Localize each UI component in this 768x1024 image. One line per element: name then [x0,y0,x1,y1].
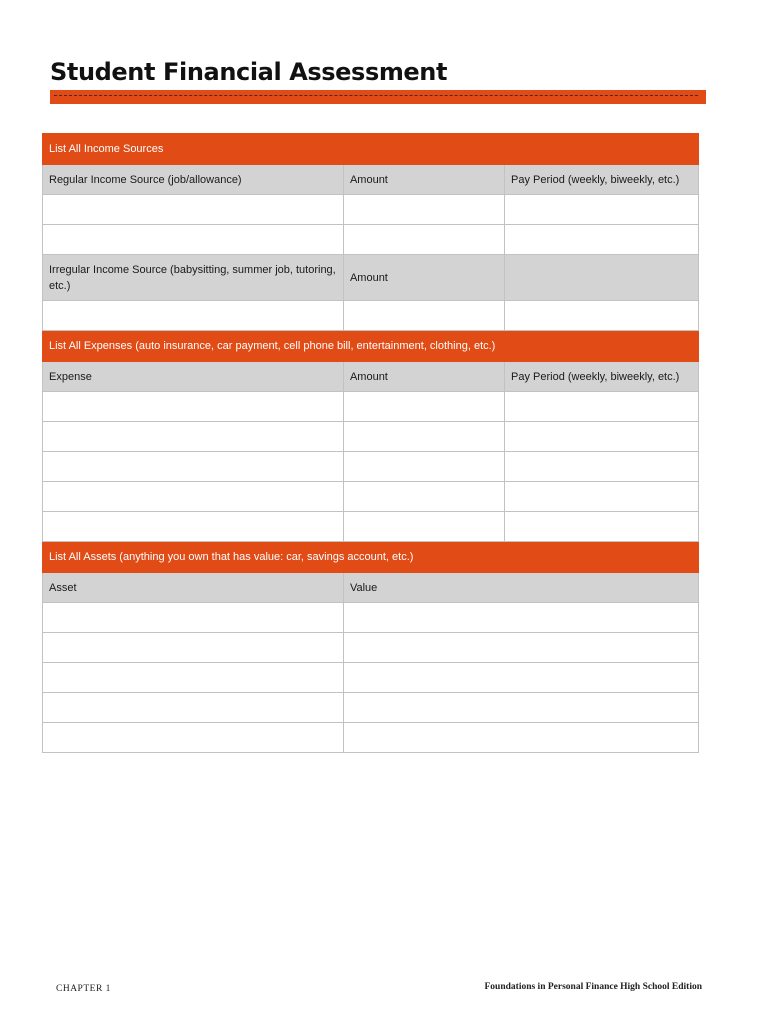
regular-income-amount-header: Amount [343,165,504,195]
regular-income-source-cell[interactable] [43,225,344,255]
asset-value-cell[interactable] [343,723,698,753]
table-row [43,452,699,482]
expense-cell[interactable] [43,392,344,422]
expense-pay-period-cell[interactable] [505,422,699,452]
table-row [43,723,699,753]
financial-assessment-table [42,133,699,753]
income-section-label: List All Income Sources [43,134,699,165]
expenses-section-header [43,331,699,362]
expense-cell[interactable] [43,482,344,512]
table-row [43,301,699,331]
asset-cell[interactable] [43,663,344,693]
table-row [43,392,699,422]
expenses-header-row [43,362,699,392]
expense-amount-cell[interactable] [343,452,504,482]
expense-cell[interactable] [43,422,344,452]
expense-pay-period-cell[interactable] [505,452,699,482]
expense-cell[interactable] [43,512,344,542]
income-section-header [43,134,699,165]
irregular-income-amount-header: Amount [343,255,504,301]
asset-cell[interactable] [43,603,344,633]
footer-chapter-label: CHAPTER 1 [56,984,111,994]
page-title: Student Financial Assessment [50,58,448,86]
table-row [43,663,699,693]
irregular-income-extra-cell[interactable] [505,301,699,331]
table-row [43,512,699,542]
irregular-income-amount-cell[interactable] [343,301,504,331]
expense-cell[interactable] [43,452,344,482]
title-underline-bar [50,90,706,104]
asset-cell[interactable] [43,693,344,723]
expense-amount-header: Amount [343,362,504,392]
asset-header: Asset [43,573,344,603]
assets-header-row [43,573,699,603]
expense-pay-period-cell[interactable] [505,512,699,542]
asset-cell[interactable] [43,723,344,753]
regular-income-source-header: Regular Income Source (job/allowance) [43,165,344,195]
asset-value-header: Value [343,573,698,603]
regular-income-source-cell[interactable] [43,195,344,225]
asset-value-cell[interactable] [343,603,698,633]
regular-income-amount-cell[interactable] [343,225,504,255]
expense-header: Expense [43,362,344,392]
irregular-income-blank-header [505,255,699,301]
expense-amount-cell[interactable] [343,392,504,422]
irregular-income-header-row [43,255,699,301]
table-row [43,422,699,452]
expense-amount-cell[interactable] [343,482,504,512]
expense-pay-period-header: Pay Period (weekly, biweekly, etc.) [505,362,699,392]
table-row [43,693,699,723]
asset-value-cell[interactable] [343,693,698,723]
regular-income-pay-period-cell[interactable] [505,195,699,225]
expense-pay-period-cell[interactable] [505,482,699,512]
regular-income-amount-cell[interactable] [343,195,504,225]
table-row [43,633,699,663]
asset-cell[interactable] [43,633,344,663]
asset-value-cell[interactable] [343,663,698,693]
table-row [43,225,699,255]
table-row [43,603,699,633]
footer-book-title: Foundations in Personal Finance High School Edition [484,982,702,992]
title-dashed-rule [54,95,698,96]
assets-section-header [43,542,699,573]
table-row [43,195,699,225]
regular-income-pay-period-cell[interactable] [505,225,699,255]
expense-amount-cell[interactable] [343,422,504,452]
expense-pay-period-cell[interactable] [505,392,699,422]
table-row [43,482,699,512]
asset-value-cell[interactable] [343,633,698,663]
expenses-section-label: List All Expenses (auto insurance, car payment, cell phone bill, entertainment, clothing, etc.) [43,331,699,362]
assets-section-label: List All Assets (anything you own that has value: car, savings account, etc.) [43,542,699,573]
regular-income-pay-period-header: Pay Period (weekly, biweekly, etc.) [505,165,699,195]
irregular-income-source-cell[interactable] [43,301,344,331]
irregular-income-source-header: Irregular Income Source (babysitting, summer job, tutoring, etc.) [43,255,344,301]
expense-amount-cell[interactable] [343,512,504,542]
regular-income-header-row [43,165,699,195]
